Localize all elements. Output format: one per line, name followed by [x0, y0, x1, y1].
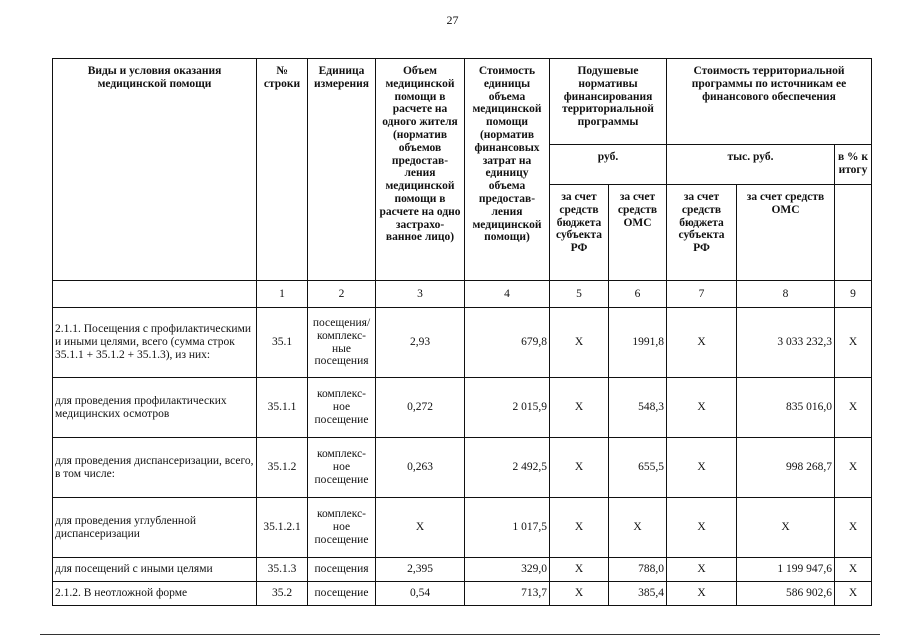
row-unit: комплекс-ное посещение [308, 498, 376, 558]
row-description: для проведения профилактических медицинских осмотров [53, 378, 257, 438]
page-bottom-rule [40, 634, 880, 635]
row-normative-oms: 385,4 [609, 582, 667, 606]
row-percent: X [835, 582, 872, 606]
column-number-row [53, 281, 872, 308]
column-number: 6 [609, 281, 667, 308]
row-unit-cost: 713,7 [465, 582, 550, 606]
header-per-capita-normatives: Подушевые нормативы финансирования территориальной программы [550, 59, 667, 145]
header-percent-blank [835, 185, 872, 281]
row-cost-budget: X [667, 308, 737, 378]
row-unit-cost: 2 492,5 [465, 438, 550, 498]
header-cost-budget: за счет средств бюджета субъекта РФ [667, 185, 737, 281]
row-cost-oms: 835 016,0 [737, 378, 835, 438]
table-row [53, 582, 872, 606]
row-unit: посещения/ комплекс-ные посещения [308, 308, 376, 378]
row-unit: посещение [308, 582, 376, 606]
row-unit-cost: 329,0 [465, 558, 550, 582]
row-cost-oms: 998 268,7 [737, 438, 835, 498]
column-number: 2 [308, 281, 376, 308]
row-percent: X [835, 498, 872, 558]
row-volume: 0,272 [376, 378, 465, 438]
row-unit: комплекс-ное посещение [308, 438, 376, 498]
row-percent: X [835, 378, 872, 438]
header-volume: Объем медицинской помощи в расчете на одного жителя (норматив объемов предостав-ления медицинской помощи в расчете на одно застрахо-ванное лицо) [376, 59, 465, 281]
column-number-blank [53, 281, 257, 308]
row-description: для проведения углубленной диспансеризации [53, 498, 257, 558]
row-number: 35.2 [257, 582, 308, 606]
row-normative-oms: 548,3 [609, 378, 667, 438]
row-number: 35.1.2.1 [257, 498, 308, 558]
row-volume: 0,263 [376, 438, 465, 498]
row-cost-oms: 1 199 947,6 [737, 558, 835, 582]
row-normative-budget: X [550, 378, 609, 438]
row-unit: посещения [308, 558, 376, 582]
table-row [53, 558, 872, 582]
header-service-type: Виды и условия оказания медицинской помощи [53, 59, 257, 281]
row-description: для посещений с иными целями [53, 558, 257, 582]
header-program-cost: Стоимость территориальной программы по источникам ее финансового обеспечения [667, 59, 872, 145]
row-percent: X [835, 308, 872, 378]
row-cost-budget: X [667, 498, 737, 558]
header-percent-of-total: в % к итогу [835, 145, 872, 185]
header-unit: Единица измерения [308, 59, 376, 281]
column-number: 8 [737, 281, 835, 308]
table-row [53, 438, 872, 498]
row-number: 35.1.3 [257, 558, 308, 582]
row-cost-oms: 586 902,6 [737, 582, 835, 606]
row-description: для проведения диспансеризации, всего, в том числе: [53, 438, 257, 498]
row-normative-budget: X [550, 582, 609, 606]
header-cost-oms: за счет средств ОМС [737, 185, 835, 281]
row-number: 35.1.2 [257, 438, 308, 498]
row-cost-budget: X [667, 438, 737, 498]
row-normative-oms: 788,0 [609, 558, 667, 582]
row-cost-budget: X [667, 558, 737, 582]
header-row-number: № строки [257, 59, 308, 281]
row-normative-budget: X [550, 438, 609, 498]
row-unit: комплекс-ное посещение [308, 378, 376, 438]
row-description: 2.1.1. Посещения с профилактическими и иными целями, всего (сумма строк 35.1.1 + 35.1.2 + 35.1.3), из них: [53, 308, 257, 378]
row-number: 35.1.1 [257, 378, 308, 438]
table-row [53, 378, 872, 438]
row-volume: X [376, 498, 465, 558]
row-unit-cost: 679,8 [465, 308, 550, 378]
row-cost-budget: X [667, 582, 737, 606]
table-row [53, 308, 872, 378]
row-normative-budget: X [550, 498, 609, 558]
row-cost-oms: 3 033 232,3 [737, 308, 835, 378]
header-normative-budget: за счет средств бюджета субъекта РФ [550, 185, 609, 281]
row-volume: 2,93 [376, 308, 465, 378]
column-number: 1 [257, 281, 308, 308]
row-number: 35.1 [257, 308, 308, 378]
row-normative-oms: X [609, 498, 667, 558]
row-description: 2.1.2. В неотложной форме [53, 582, 257, 606]
column-number: 7 [667, 281, 737, 308]
row-normative-budget: X [550, 308, 609, 378]
column-number: 5 [550, 281, 609, 308]
row-percent: X [835, 438, 872, 498]
row-cost-oms: X [737, 498, 835, 558]
row-volume: 0,54 [376, 582, 465, 606]
column-number: 9 [835, 281, 872, 308]
header-unit-thousand-rub: тыс. руб. [667, 145, 835, 185]
column-number: 3 [376, 281, 465, 308]
row-normative-budget: X [550, 558, 609, 582]
financing-table [52, 58, 872, 606]
header-unit-cost: Стоимость единицы объема медицинской помощи (норматив финансовых затрат на единицу объема предостав-ления медицинской помощи) [465, 59, 550, 281]
row-unit-cost: 1 017,5 [465, 498, 550, 558]
column-number: 4 [465, 281, 550, 308]
row-unit-cost: 2 015,9 [465, 378, 550, 438]
page-number: 27 [446, 13, 459, 27]
row-cost-budget: X [667, 378, 737, 438]
row-normative-oms: 1991,8 [609, 308, 667, 378]
header-unit-rub: руб. [550, 145, 667, 185]
row-percent: X [835, 558, 872, 582]
row-volume: 2,395 [376, 558, 465, 582]
table-row [53, 498, 872, 558]
row-normative-oms: 655,5 [609, 438, 667, 498]
header-normative-oms: за счет средств ОМС [609, 185, 667, 281]
